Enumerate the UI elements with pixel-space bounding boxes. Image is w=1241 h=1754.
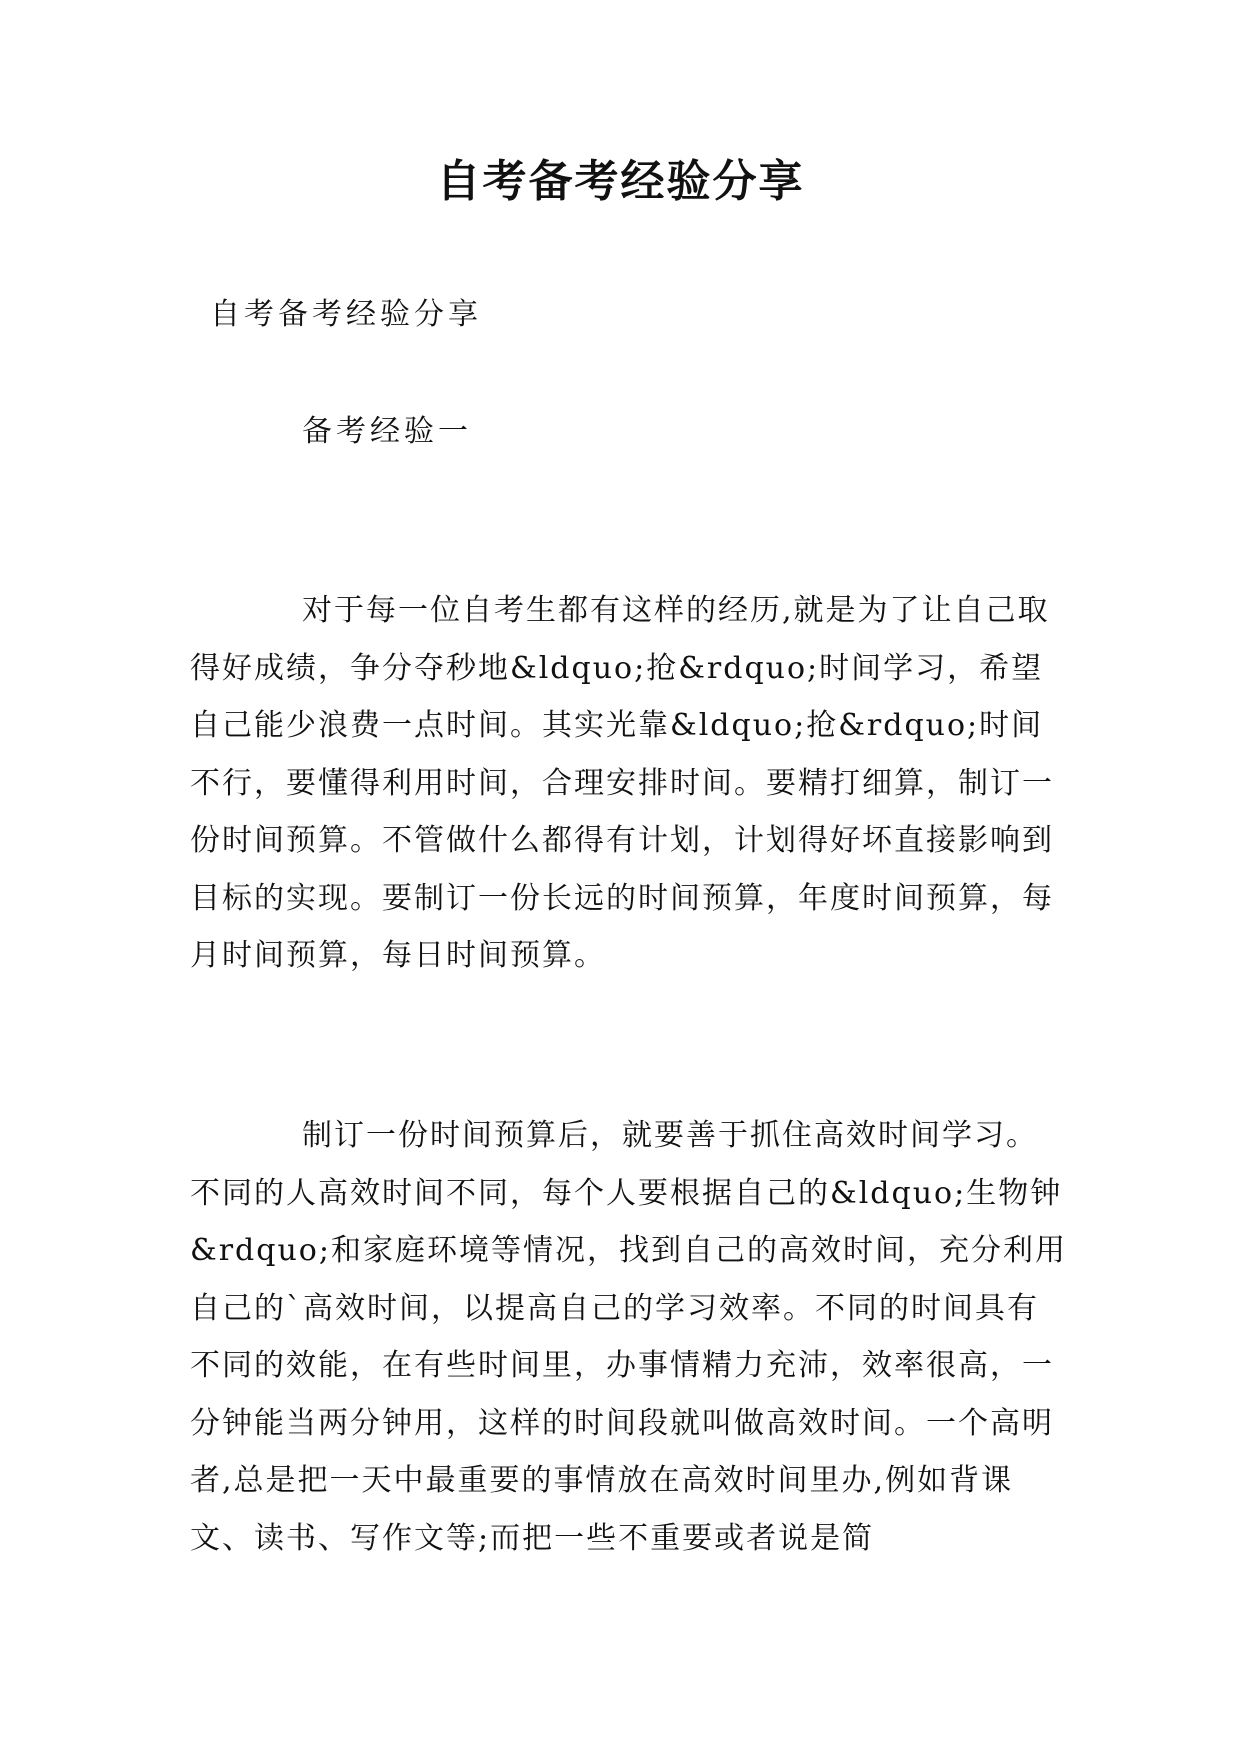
document-subtitle: 自考备考经验分享 <box>210 297 482 332</box>
section-heading: 备考经验一 <box>302 414 472 449</box>
body-paragraph: 对于每一位自考生都有这样的经历,就是为了让自己取得好成绩，争分夺秒地&ldquo;抢&rdquo;时间学习，希望自己能少浪费一点时间。其实光靠&ldquo;抢&rdquo;时间不行，要懂得利用时间，合理安排时间。要精打细算，制订一份时间预算。不管做什么都得有计划，计划得好坏直接影响到目标的实现。要制订一份长远的时间预算，年度时间预算，每月时间预算，每日时间预算。 <box>190 593 1054 973</box>
body-paragraph: 制订一份时间预算后，就要善于抓住高效时间学习。不同的人高效时间不同，每个人要根据自己的&ldquo;生物钟&rdquo;和家庭环境等情况，找到自己的高效时间，充分利用自己的`高效时间，以提高自己的学习效率。不同的时间具有不同的效能，在有些时间里，办事情精力充沛，效率很高，一分钟能当两分钟用，这样的时间段就叫做高效时间。一个高明者,总是把一天中最重要的事情放在高效时间里办,例如背课文、读书、写作文等;而把一些不重要或者说是简 <box>190 1118 1067 1556</box>
document-title: 自考备考经验分享 <box>436 156 805 207</box>
